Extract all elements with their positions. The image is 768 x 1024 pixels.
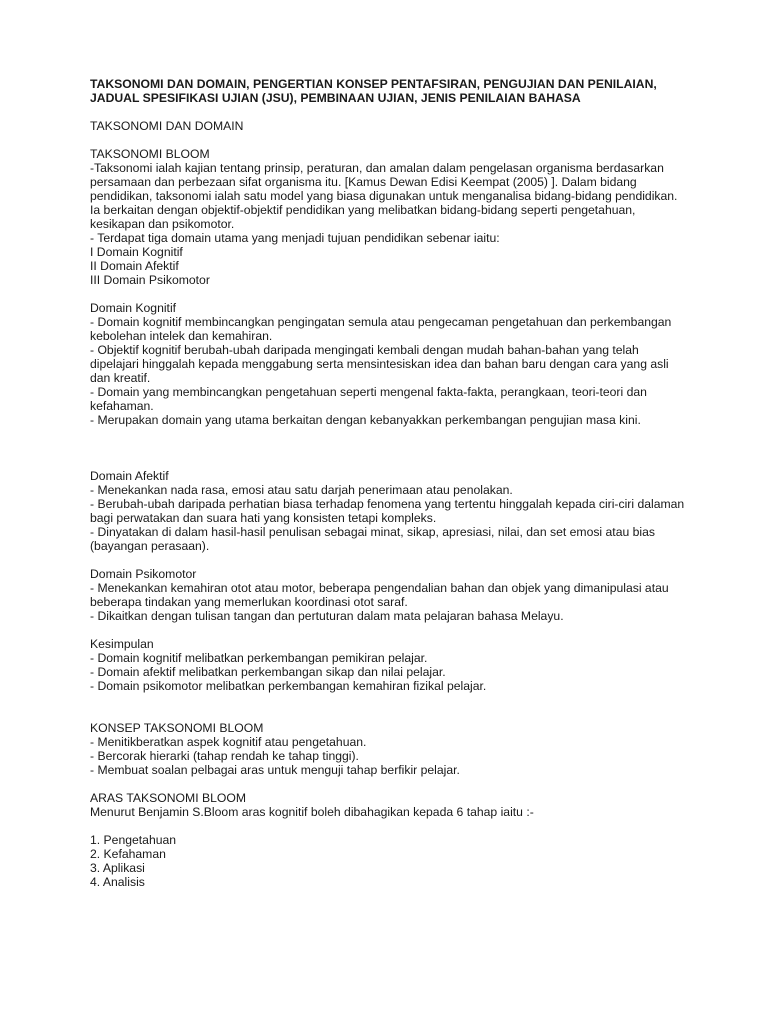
- paragraph: - Membuat soalan pelbagai aras untuk menguji tahap berfikir pelajar.: [90, 763, 460, 777]
- list-item: III Domain Psikomotor: [90, 273, 210, 287]
- section-heading: ARAS TAKSONOMI BLOOM: [90, 791, 246, 805]
- section-konsep-taksonomi-bloom: [90, 721, 690, 777]
- paragraph: Menurut Benjamin S.Bloom aras kognitif boleh dibahagikan kepada 6 tahap iaitu :-: [90, 805, 534, 819]
- paragraph: - Dikaitkan dengan tulisan tangan dan pertuturan dalam mata pelajaran bahasa Melayu.: [90, 609, 564, 623]
- section-heading: Domain Afektif: [90, 469, 169, 483]
- section-heading: Domain Psikomotor: [90, 567, 197, 581]
- paragraph: - Domain psikomotor melibatkan perkembangan kemahiran fizikal pelajar.: [90, 679, 487, 693]
- paragraph: - Menitikberatkan aspek kognitif atau pengetahuan.: [90, 735, 367, 749]
- list-item: I Domain Kognitif: [90, 245, 183, 259]
- section-heading: TAKSONOMI DAN DOMAIN: [90, 119, 244, 133]
- paragraph: - Domain yang membincangkan pengetahuan seperti mengenal fakta-fakta, perangkaan, teori-teori dan kefahaman.: [90, 385, 651, 413]
- list-item: II Domain Afektif: [90, 259, 179, 273]
- paragraph: - Menekankan kemahiran otot atau motor, beberapa pengendalian bahan dan objek yang dimanipulasi atau beberapa tindakan yang memerlukan koordinasi otot saraf.: [90, 581, 673, 609]
- paragraph: - Menekankan nada rasa, emosi atau satu darjah penerimaan atau penolakan.: [90, 483, 513, 497]
- section-kesimpulan: [90, 637, 690, 693]
- paragraph: - Bercorak hierarki (tahap rendah ke tahap tinggi).: [90, 749, 359, 763]
- paragraph: - Objektif kognitif berubah-ubah daripada mengingati kembali dengan mudah bahan-bahan yang telah dipelajari hinggalah kepada menggabung serta mensintesiskan idea dan bahan baru dengan cara yang asli dan kreatif.: [90, 343, 673, 385]
- section-heading: Kesimpulan: [90, 637, 154, 651]
- list-item: 4. Analisis: [90, 875, 145, 889]
- section-heading: TAKSONOMI BLOOM: [90, 147, 210, 161]
- section-domain-kognitif: [90, 301, 690, 427]
- paragraph: - Dinyatakan di dalam hasil-hasil penulisan sebagai minat, sikap, apresiasi, nilai, dan set emosi atau bias (bayangan perasaan).: [90, 525, 659, 553]
- section-taksonomi-bloom: [90, 147, 690, 287]
- list-item: 2. Kefahaman: [90, 847, 166, 861]
- list-item: 1. Pengetahuan: [90, 833, 177, 847]
- paragraph: - Domain kognitif melibatkan perkembangan pemikiran pelajar.: [90, 651, 428, 665]
- section-heading: KONSEP TAKSONOMI BLOOM: [90, 721, 264, 735]
- section-domain-afektif: [90, 469, 690, 553]
- paragraph: - Domain afektif melibatkan perkembangan sikap dan nilai pelajar.: [90, 665, 446, 679]
- section-aras-taksonomi-bloom: [90, 791, 690, 889]
- paragraph: - Terdapat tiga domain utama yang menjadi tujuan pendidikan sebenar iaitu:: [90, 231, 500, 245]
- paragraph: - Domain kognitif membincangkan pengingatan semula atau pengecaman pengetahuan dan perkembangan kebolehan intelek dan kemahiran.: [90, 315, 675, 343]
- list-item: 3. Aplikasi: [90, 861, 145, 875]
- document-page: [90, 77, 690, 889]
- section-heading: Domain Kognitif: [90, 301, 177, 315]
- paragraph: -Taksonomi ialah kajian tentang prinsip, peraturan, dan amalan dalam pengelasan organisma berdasarkan persamaan dan perbezaan sifat organisma itu. [Kamus Dewan Edisi Keempat (2005) ]. Dalam bidang pendidikan, taksonomi ialah satu model yang biasa digunakan untuk menganalisa bidang-bidang pendidikan. Ia berkaitan dengan objektif-objektif pendidikan yang melibatkan bidang-bidang seperti pengetahuan, kesikapan dan psikomotor.: [90, 161, 681, 231]
- paragraph: - Merupakan domain yang utama berkaitan dengan kebanyakkan perkembangan pengujian masa kini.: [90, 413, 641, 427]
- section-domain-psikomotor: [90, 567, 690, 623]
- paragraph: - Berubah-ubah daripada perhatian biasa terhadap fenomena yang tertentu hinggalah kepada ciri-ciri dalaman bagi perwatakan dan suara hati yang konsisten tetapi kompleks.: [90, 497, 688, 525]
- document-title: TAKSONOMI DAN DOMAIN, PENGERTIAN KONSEP PENTAFSIRAN, PENGUJIAN DAN PENILAIAN, JADUAL SPESIFIKASI UJIAN (JSU), PEMBINAAN UJIAN, JENIS PENILAIAN BAHASA: [90, 77, 657, 105]
